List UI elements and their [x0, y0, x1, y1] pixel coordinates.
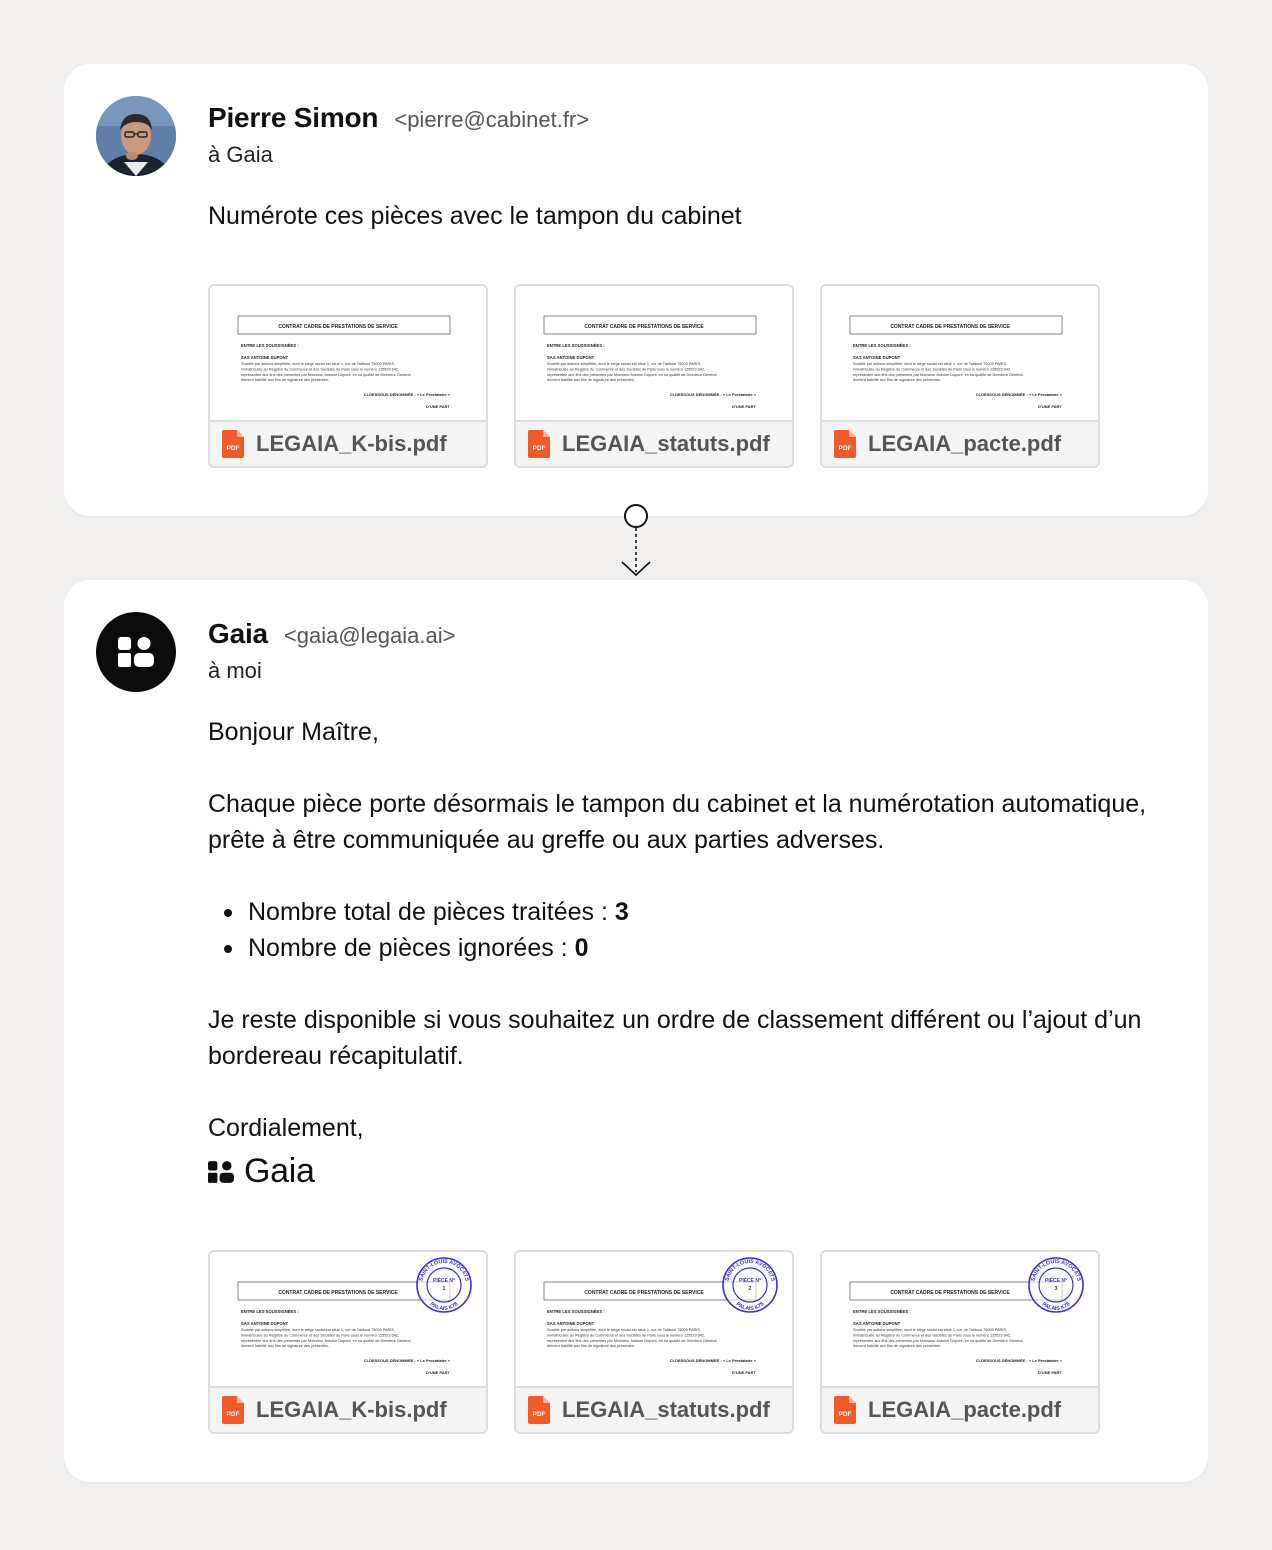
attachment-filename[interactable]: LEGAIA_statuts.pdf	[562, 1397, 770, 1422]
attachment-preview[interactable]	[822, 286, 1098, 421]
pdf-icon-label: PDF	[532, 1411, 546, 1418]
pdf-icon-label: PDF	[532, 445, 546, 452]
stat-label: Nombre total de pièces traitées :	[248, 898, 615, 926]
pdf-icon	[834, 1396, 856, 1424]
stamp-label: PIÈCE N°	[738, 1278, 762, 1284]
doc-designation: CI-DESSOUS DÉNOMMÉE : « Le Prestataire »	[669, 392, 756, 397]
stamp-top-textpath: SAINT-LOUIS AVOCATS	[418, 1258, 470, 1282]
sender-email[interactable]: <pierre@cabinet.fr>	[394, 107, 590, 132]
stamp-number: 1	[442, 1286, 446, 1292]
pdf-icon-fold	[237, 430, 244, 437]
doc-designation: CI-DESSOUS DÉNOMMÉE : « Le Prestataire »	[975, 392, 1062, 397]
stamp-bottom-textpath: PALAIS K78	[734, 1301, 766, 1313]
pdf-icon	[222, 430, 244, 458]
greeting: Bonjour Maître,	[208, 718, 379, 746]
doc-title: CONTRAT CADRE DE PRESTATIONS DE SERVICE	[890, 1290, 1010, 1296]
pdf-icon	[528, 430, 550, 458]
stat-label: Nombre de pièces ignorées :	[248, 934, 575, 962]
attachment-filename[interactable]: LEGAIA_pacte.pdf	[868, 1397, 1062, 1422]
attachment-preview[interactable]	[210, 286, 486, 421]
attachment-card[interactable]	[514, 284, 794, 468]
attachment-filename[interactable]: LEGAIA_pacte.pdf	[868, 431, 1062, 456]
message-content	[208, 102, 1168, 234]
sender-email[interactable]: <gaia@legaia.ai>	[283, 623, 456, 648]
doc-part: D'UNE PART	[1038, 1370, 1062, 1375]
attachment-card[interactable]	[208, 1250, 488, 1434]
doc-company: SAS ANTOINE DUPONT	[853, 355, 901, 360]
doc-company: SAS ANTOINE DUPONT	[241, 355, 289, 360]
doc-text-line: représentée aux fins des présentes par Monsieur Antoine Dupont, en sa qualité de Directeur Général,	[853, 372, 1024, 377]
doc-title: CONTRAT CADRE DE PRESTATIONS DE SERVICE	[584, 1290, 704, 1296]
doc-parties: ENTRE LES SOUSSIGNÉES :	[241, 1309, 299, 1314]
doc-text-line: Société par actions simplifiée, dont le siège social est situé 1, rue de Taitbout 75009 PARIS,	[241, 1328, 395, 1332]
attachment-filename[interactable]: LEGAIA_K-bis.pdf	[256, 1397, 447, 1422]
doc-text-line: immatriculée au Registre du Commerce et des Sociétés de Paris sous le numéro 125523 642,	[547, 1333, 706, 1338]
doc-text-line: immatriculée au Registre du Commerce et des Sociétés de Paris sous le numéro 125523 642,	[853, 1333, 1012, 1338]
stamp-outer-ring	[723, 1258, 777, 1312]
doc-company: SAS ANTOINE DUPONT	[853, 1321, 901, 1326]
doc-parties: ENTRE LES SOUSSIGNÉES :	[241, 343, 299, 348]
doc-designation: CI-DESSOUS DÉNOMMÉE : « Le Prestataire »	[363, 392, 450, 397]
paragraph-2: Je reste disponible si vous souhaitez un ordre de classement différent ou l’ajout d’un bordereau récapitulatif.	[208, 1006, 1142, 1070]
doc-company: SAS ANTOINE DUPONT	[547, 1321, 595, 1326]
pdf-icon	[834, 430, 856, 458]
signature	[208, 1152, 1168, 1191]
stamp	[723, 1258, 777, 1312]
doc-company: SAS ANTOINE DUPONT	[547, 355, 595, 360]
stamp-top-textpath: SAINT-LOUIS AVOCATS	[724, 1258, 776, 1282]
doc-text-line: immatriculée au Registre du Commerce et des Sociétés de Paris sous le numéro 125523 642,	[547, 367, 706, 372]
pdf-icon-fold	[849, 430, 856, 437]
pdf-icon-fold	[237, 1396, 244, 1403]
attachment-card[interactable]	[820, 1250, 1100, 1434]
attachments-list	[208, 284, 1100, 468]
list-item	[222, 894, 1168, 930]
message-body: Numérote ces pièces avec le tampon du cabinet	[208, 202, 742, 230]
stamp	[1029, 1258, 1083, 1312]
attachment-footer[interactable]	[822, 420, 1098, 466]
doc-title: CONTRAT CADRE DE PRESTATIONS DE SERVICE	[278, 324, 398, 330]
stat-value: 3	[614, 898, 629, 926]
sender-line	[208, 618, 1168, 650]
document-preview	[210, 1252, 486, 1387]
list-item	[222, 930, 1168, 966]
attachment-footer[interactable]	[516, 1386, 792, 1432]
attachment-footer[interactable]	[822, 1386, 1098, 1432]
paragraph-1: Chaque pièce porte désormais le tampon du cabinet et la numérotation automatique, prête à être communiquée au greffe ou aux parties adverses.	[208, 790, 1147, 854]
attachments-list	[208, 1250, 1100, 1434]
doc-title: CONTRAT CADRE DE PRESTATIONS DE SERVICE	[584, 324, 704, 330]
person-photo-icon	[96, 96, 176, 176]
doc-text-line: immatriculée au Registre du Commerce et des Sociétés de Paris sous le numéro 125523 642,	[241, 367, 400, 372]
document-preview	[210, 286, 486, 421]
stamp	[417, 1258, 471, 1312]
doc-text-line: représentée aux fins des présentes par Monsieur Antoine Dupont, en sa qualité de Directeur Général,	[547, 1338, 718, 1343]
doc-text-line: dûment habilité aux fins de signature des présentes,	[547, 1344, 635, 1349]
signature-name: Gaia	[244, 1152, 315, 1190]
stamp-label: PIÈCE N°	[1044, 1278, 1068, 1284]
doc-text-line: immatriculée au Registre du Commerce et des Sociétés de Paris sous le numéro 125523 642,	[853, 367, 1012, 372]
doc-text-line: dûment habilité aux fins de signature des présentes,	[547, 378, 635, 383]
doc-company: SAS ANTOINE DUPONT	[241, 1321, 289, 1326]
doc-text-line: représentée aux fins des présentes par Monsieur Antoine Dupont, en sa qualité de Directeur Général,	[241, 1338, 412, 1343]
recipient-line: à moi	[208, 658, 262, 683]
stamp-outer-ring	[417, 1258, 471, 1312]
gaia-logo-icon	[118, 637, 154, 667]
attachment-footer[interactable]	[210, 420, 486, 466]
stamp-outer-ring	[1029, 1258, 1083, 1312]
sender-name[interactable]: Pierre Simon	[208, 102, 379, 133]
doc-text-line: immatriculée au Registre du Commerce et des Sociétés de Paris sous le numéro 125523 642,	[241, 1333, 400, 1338]
doc-text-line: dûment habilité aux fins de signature des présentes,	[241, 1344, 329, 1349]
attachment-preview[interactable]	[516, 1252, 792, 1387]
stamp-number: 2	[748, 1286, 752, 1292]
document-preview	[822, 286, 1098, 421]
document-preview	[822, 1252, 1098, 1387]
doc-text-line: dûment habilité aux fins de signature des présentes,	[241, 378, 329, 383]
pdf-icon-label: PDF	[838, 445, 852, 452]
doc-text-line: Société par actions simplifiée, dont le siège social est situé 1, rue de Taitbout 75009 PARIS,	[241, 362, 395, 366]
pdf-icon	[528, 1396, 550, 1424]
doc-parties: ENTRE LES SOUSSIGNÉES :	[853, 1309, 911, 1314]
doc-text-line: Société par actions simplifiée, dont le siège social est situé 1, rue de Taitbout 75009 PARIS,	[547, 1328, 701, 1332]
doc-title: CONTRAT CADRE DE PRESTATIONS DE SERVICE	[278, 1290, 398, 1296]
doc-text-line: Société par actions simplifiée, dont le siège social est situé 1, rue de Taitbout 75009 PARIS,	[853, 1328, 1007, 1332]
attachment-footer[interactable]	[210, 1386, 486, 1432]
doc-text-line: représentée aux fins des présentes par Monsieur Antoine Dupont, en sa qualité de Directeur Général,	[241, 372, 412, 377]
attachment-card[interactable]	[820, 284, 1100, 468]
gaia-logo-icon	[208, 1160, 234, 1184]
pdf-icon-label: PDF	[226, 445, 240, 452]
email-card-gaia	[64, 580, 1208, 1482]
doc-part: D'UNE PART	[1038, 404, 1062, 409]
attachment-preview[interactable]	[516, 286, 792, 421]
pdf-icon-fold	[849, 1396, 856, 1403]
doc-title: CONTRAT CADRE DE PRESTATIONS DE SERVICE	[890, 324, 1010, 330]
attachment-card[interactable]	[514, 1250, 794, 1434]
document-preview	[516, 286, 792, 421]
pdf-icon-label: PDF	[838, 1411, 852, 1418]
doc-text-line: représentée aux fins des présentes par Monsieur Antoine Dupont, en sa qualité de Directeur Général,	[547, 372, 718, 377]
stamp-number: 3	[1054, 1286, 1058, 1292]
attachment-preview[interactable]	[210, 1252, 486, 1387]
doc-text-line: représentée aux fins des présentes par Monsieur Antoine Dupont, en sa qualité de Directeur Général,	[853, 1338, 1024, 1343]
doc-text-line: Société par actions simplifiée, dont le siège social est situé 1, rue de Taitbout 75009 PARIS,	[853, 362, 1007, 366]
pdf-icon-label: PDF	[226, 1411, 240, 1418]
sender-line	[208, 102, 1168, 134]
sender-name[interactable]: Gaia	[208, 618, 268, 649]
stats-list	[222, 894, 1168, 966]
stat-value: 0	[574, 934, 589, 962]
doc-designation: CI-DESSOUS DÉNOMMÉE : « Le Prestataire »	[363, 1358, 450, 1363]
attachment-footer[interactable]	[516, 420, 792, 466]
attachment-filename[interactable]: LEGAIA_K-bis.pdf	[256, 431, 447, 456]
doc-text-line: dûment habilité aux fins de signature des présentes,	[853, 378, 941, 383]
pdf-icon-fold	[543, 1396, 550, 1403]
doc-parties: ENTRE LES SOUSSIGNÉES :	[547, 1309, 605, 1314]
stamp-top-textpath: SAINT-LOUIS AVOCATS	[1030, 1258, 1082, 1282]
stamp-bottom-textpath: PALAIS K78	[1040, 1301, 1072, 1313]
stamp-bottom-textpath: PALAIS K78	[428, 1301, 460, 1313]
doc-part: D'UNE PART	[426, 1370, 450, 1375]
attachment-preview[interactable]	[822, 1252, 1098, 1387]
document-preview	[516, 1252, 792, 1387]
doc-part: D'UNE PART	[732, 1370, 756, 1375]
avatar-gaia	[96, 612, 176, 692]
doc-text-line: Société par actions simplifiée, dont le siège social est situé 1, rue de Taitbout 75009 PARIS,	[547, 362, 701, 366]
doc-designation: CI-DESSOUS DÉNOMMÉE : « Le Prestataire »	[975, 1358, 1062, 1363]
doc-text-line: dûment habilité aux fins de signature des présentes,	[853, 1344, 941, 1349]
email-card-pierre	[64, 64, 1208, 516]
doc-designation: CI-DESSOUS DÉNOMMÉE : « Le Prestataire »	[669, 1358, 756, 1363]
doc-parties: ENTRE LES SOUSSIGNÉES :	[853, 343, 911, 348]
stamp-label: PIÈCE N°	[432, 1278, 456, 1284]
attachment-card[interactable]	[208, 284, 488, 468]
message-content	[208, 618, 1168, 1191]
pdf-icon-fold	[543, 430, 550, 437]
connector-arrow-icon	[620, 504, 652, 580]
recipient-line: à Gaia	[208, 142, 273, 167]
attachment-filename[interactable]: LEGAIA_statuts.pdf	[562, 431, 770, 456]
pdf-icon	[222, 1396, 244, 1424]
doc-parties: ENTRE LES SOUSSIGNÉES :	[547, 343, 605, 348]
doc-part: D'UNE PART	[426, 404, 450, 409]
closing: Cordialement,	[208, 1114, 364, 1142]
avatar-pierre-simon	[96, 96, 176, 176]
doc-part: D'UNE PART	[732, 404, 756, 409]
